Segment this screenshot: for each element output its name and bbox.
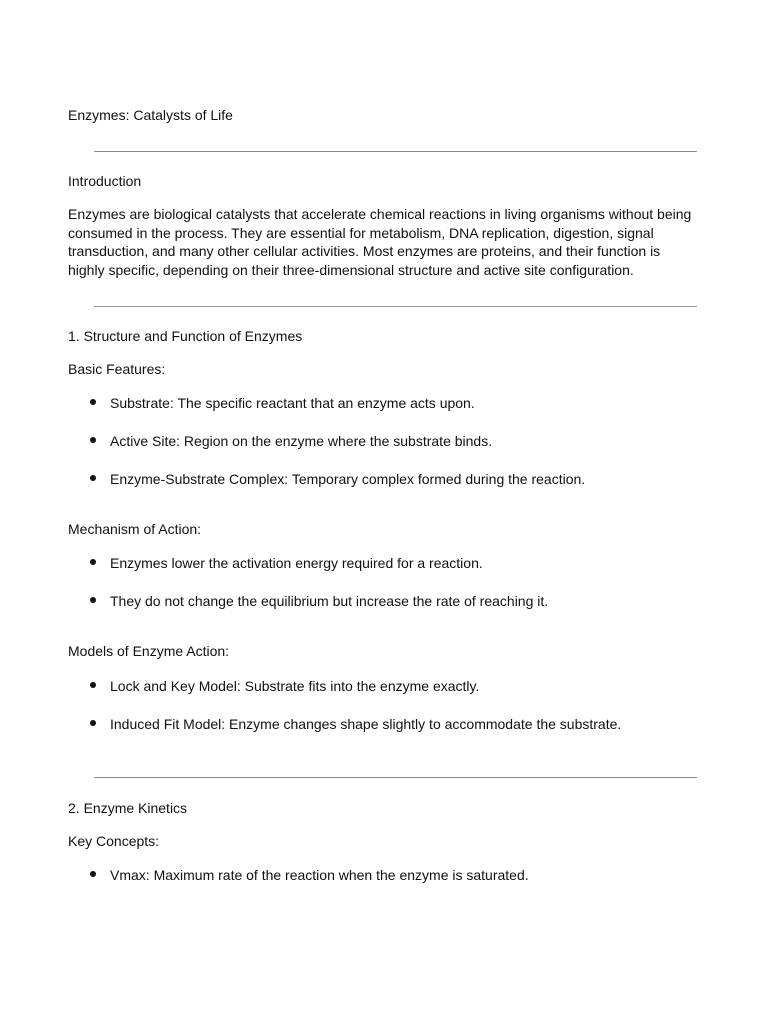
intro-heading: Introduction [68, 173, 142, 189]
list-item: They do not change the equilibrium but increase the rate of reaching it. [90, 591, 548, 609]
bullet-icon [90, 871, 96, 877]
list-item: Induced Fit Model: Enzyme changes shape slightly to accommodate the substrate. [90, 714, 621, 732]
bullet-icon [90, 559, 96, 565]
horizontal-rule [94, 151, 697, 152]
section-2-heading: 2. Enzyme Kinetics [68, 800, 188, 816]
list-item: Enzymes lower the activation energy required for a reaction. [90, 553, 483, 571]
list-item: Active Site: Region on the enzyme where the substrate binds. [90, 431, 492, 449]
bullet-icon [90, 682, 96, 688]
list-item: Enzyme-Substrate Complex: Temporary complex formed during the reaction. [90, 469, 585, 487]
bullet-icon [90, 437, 96, 443]
list-item: Lock and Key Model: Substrate fits into the enzyme exactly. [90, 676, 479, 694]
mechanism-label: Mechanism of Action: [68, 521, 202, 537]
basic-features-label: Basic Features: [68, 361, 166, 377]
models-label: Models of Enzyme Action: [68, 643, 230, 659]
horizontal-rule [94, 777, 697, 778]
list-item: Substrate: The specific reactant that an enzyme acts upon. [90, 393, 475, 411]
horizontal-rule [94, 306, 697, 307]
bullet-icon [90, 720, 96, 726]
intro-paragraph: Enzymes are biological catalysts that accelerate chemical reactions in living organisms without being consumed in the process. They are essential for metabolism, DNA replication, digestion, signal transduction, and many other cellular activities. Most enzymes are proteins, and their function is highly specific, depending on their three-dimensional structure and active site configuration. [68, 206, 692, 279]
document-title: Enzymes: Catalysts of Life [68, 107, 233, 123]
bullet-icon [90, 475, 96, 481]
key-concepts-label: Key Concepts: [68, 833, 160, 849]
bullet-icon [90, 399, 96, 405]
bullet-icon [90, 597, 96, 603]
list-item: Vmax: Maximum rate of the reaction when the enzyme is saturated. [90, 865, 529, 883]
section-1-heading: 1. Structure and Function of Enzymes [68, 328, 303, 344]
